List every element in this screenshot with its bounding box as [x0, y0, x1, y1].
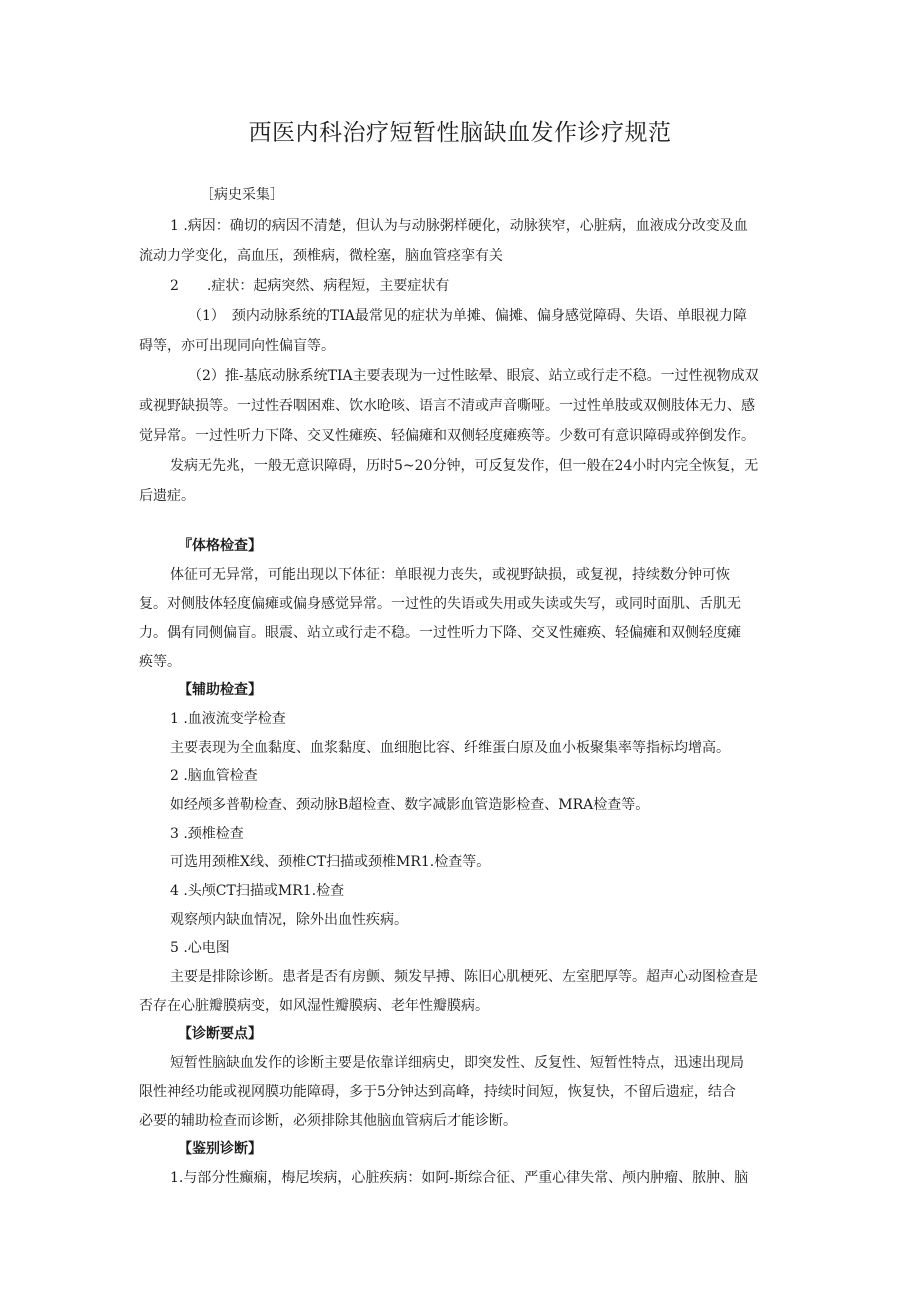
document-title: 西医内科治疗短暂性脑缺血发作诊疗规范: [248, 120, 672, 146]
history-line-1: 1 .病因：确切的病因不清楚，但认为与动脉粥样硬化，动脉狭窄，心脏病，血液成分改变及血: [170, 218, 748, 234]
aux-line-9: 5 .心电图: [170, 940, 230, 956]
diagnosis-line-3: 必要的辅助检查而诊断，必须排除其他脑血管病后才能诊断。: [139, 1113, 517, 1129]
exam-line-4: 痪等。: [139, 654, 181, 670]
section-heading-exam: 『体格检查】: [178, 538, 262, 554]
aux-line-1: 1 .血液流变学检查: [170, 711, 286, 727]
exam-line-3: 力。偶有同侧偏盲。眼震、站立或行走不稳。一过性听力下降、交叉性瘫痪、轻偏瘫和双侧轻度瘫: [139, 625, 741, 641]
history-line-7: 或视野缺损等。一过性吞咽困难、饮水呛咳、语言不清或声音嘶哑。一过性单肢或双侧肢体无力、感: [139, 398, 755, 414]
diagnosis-line-1: 短暂性脑缺血发作的诊断主要是依靠详细病史，即突发性、反复性、短暂性特点，迅速出现局: [170, 1055, 744, 1071]
section-heading-differential: 【鉴别诊断】: [178, 1141, 262, 1157]
history-line-9: 发病无先兆，一般无意识障碍，历时5~20分钟，可反复发作，但一般在24小时内完全恢复，无: [170, 458, 759, 474]
aux-line-4: 如经颅多普勒检查、颈动脉B超检查、数字减影血管造影检查、MRA检查等。: [170, 797, 650, 813]
history-line-6: （2）推-基底动脉系统TIA主要表现为一过性眩晕、眼宸、站立或行走不稳。一过性视物成双: [188, 368, 759, 384]
history-line-4: （1） 颈内动脉系统的TIA最常见的症状为单摊、偏摊、偏身感觉障碍、失语、单眼视力障: [188, 308, 747, 324]
history-line-10: 后遗症。: [139, 488, 195, 504]
history-line-8: 觉异常。一过性听力下降、交叉性瘫痪、轻偏瘫和双侧轻度瘫痪等。少数可有意识障碍或猝倒发作。: [139, 428, 755, 444]
section-heading-history: ［病史采集］: [200, 187, 284, 203]
aux-line-2: 主要表现为全血黏度、血浆黏度、血细胞比容、纤维蛋白原及血小板聚集率等指标均增高。: [170, 740, 730, 756]
diagnosis-line-2: 限性神经功能或视网膜功能障碍，多于5分钟达到高峰，持续时间短，恢复快，不留后遗症，结合: [139, 1084, 736, 1100]
aux-line-5: 3 .颈椎检查: [170, 826, 244, 842]
aux-line-6: 可选用颈椎X线、颈椎CT扫描或颈椎MR1.检查等。: [170, 854, 491, 870]
exam-line-2: 复。对侧肢体轻度偏瘫或偏身感觉异常。一过性的失语或失用或失读或失写，或同时面肌、舌肌无: [139, 596, 741, 612]
history-line-2: 流动力学变化，高血压，颈椎病，微栓塞，脑血管痉挛有关: [139, 248, 503, 264]
aux-line-3: 2 .脑血管检查: [170, 768, 258, 784]
section-heading-diagnosis: 【诊断要点】: [178, 1026, 262, 1042]
differential-line-1: 1.与部分性癫痫，梅尼埃病，心脏疾病：如阿-斯综合征、严重心律失常、颅内肿瘤、脓肿、脑: [170, 1170, 749, 1186]
section-heading-aux: 【辅助检查】: [178, 682, 262, 698]
aux-line-11: 否存在心脏瓣膜病变，如风湿性瓣膜病、老年性瓣膜病。: [139, 998, 489, 1014]
exam-line-1: 体征可无异常，可能出现以下体征：单眼视力丧失，或视野缺损，或复视，持续数分钟可恢: [170, 567, 730, 583]
aux-line-10: 主要是排除诊断。患者是否有房颤、频发早搏、陈旧心肌梗死、左室肥厚等。超声心动图检查是: [170, 969, 758, 985]
history-line-3: 2 .症状：起病突然、病程短，主要症状有: [170, 278, 450, 294]
aux-line-7: 4 .头颅CT扫描或MR1.检查: [170, 883, 345, 899]
aux-line-8: 观察颅内缺血情况，除外出血性疾病。: [170, 912, 408, 928]
history-line-5: 碍等，亦可出现同向性偏盲等。: [139, 338, 335, 354]
